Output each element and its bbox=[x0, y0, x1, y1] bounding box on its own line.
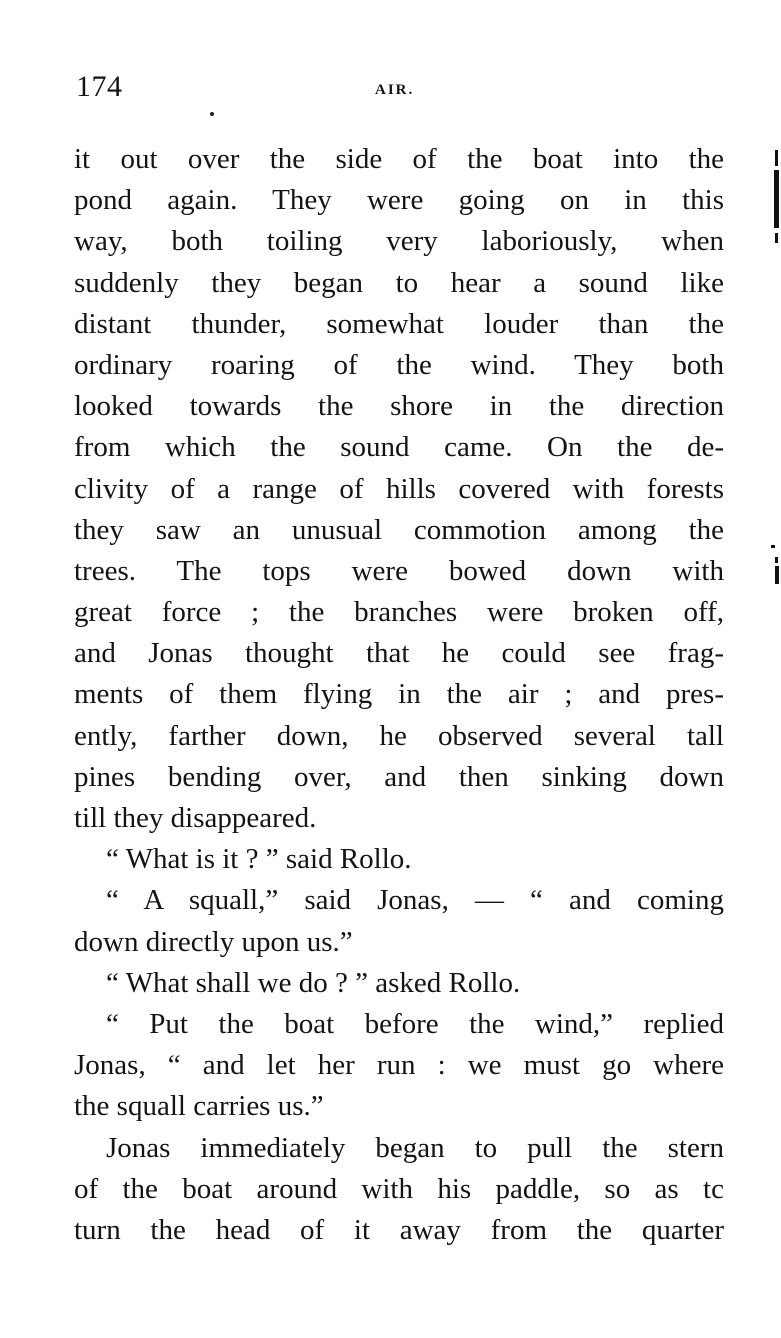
text-line: looked towards the shore in the direction bbox=[74, 390, 724, 423]
text-line: pines bending over, and then sinking down bbox=[74, 760, 724, 793]
margin-mark bbox=[775, 566, 779, 584]
text-line: “ A squall,” said Jonas, — “ and coming bbox=[106, 884, 724, 917]
text-line: down directly upon us.” bbox=[74, 925, 353, 958]
margin-mark bbox=[775, 150, 778, 166]
text-line: they saw an unusual commotion among the bbox=[74, 513, 724, 546]
text-line: from which the sound came. On the de- bbox=[74, 431, 724, 464]
page-number: 174 bbox=[76, 70, 123, 103]
text-line: suddenly they began to hear a sound like bbox=[74, 266, 724, 299]
text-line: till they disappeared. bbox=[74, 802, 317, 834]
page-body bbox=[74, 139, 724, 1251]
text-line: way, both toiling very laboriously, when bbox=[74, 225, 724, 258]
text-line: “ What is it ? ” said Rollo. bbox=[106, 843, 412, 876]
margin-mark bbox=[775, 557, 778, 563]
text-line: it out over the side of the boat into the bbox=[74, 143, 724, 175]
text-line: Jonas, “ and let her run : we must go where bbox=[74, 1049, 724, 1082]
text-line: clivity of a range of hills covered with forests bbox=[74, 472, 724, 505]
text-line: turn the head of it away from the quarter bbox=[74, 1213, 724, 1246]
margin-mark bbox=[771, 545, 775, 548]
text-line: the squall carries us.” bbox=[74, 1090, 324, 1123]
running-head: AIR. bbox=[375, 82, 415, 98]
margin-mark bbox=[774, 170, 779, 228]
text-line: and Jonas thought that he could see frag- bbox=[74, 637, 724, 670]
text-line: distant thunder, somewhat louder than the bbox=[74, 307, 724, 340]
text-line: pond again. They were going on in this bbox=[74, 184, 724, 217]
text-line: Jonas immediately began to pull the stern bbox=[106, 1131, 724, 1164]
text-line: of the boat around with his paddle, so as tc bbox=[74, 1172, 724, 1205]
text-line: ordinary roaring of the wind. They both bbox=[74, 348, 724, 381]
text-line: ently, farther down, he observed several tall bbox=[74, 719, 724, 752]
text-line: great force ; the branches were broken off, bbox=[74, 596, 724, 629]
text-line: “ What shall we do ? ” asked Rollo. bbox=[106, 966, 521, 999]
ink-speck bbox=[210, 112, 214, 116]
margin-mark bbox=[775, 233, 778, 243]
text-line: “ Put the boat before the wind,” replied bbox=[106, 1007, 724, 1040]
page-header bbox=[76, 70, 726, 110]
text-line: ments of them flying in the air ; and pres- bbox=[74, 678, 724, 711]
text-line: trees. The tops were bowed down with bbox=[74, 554, 724, 587]
